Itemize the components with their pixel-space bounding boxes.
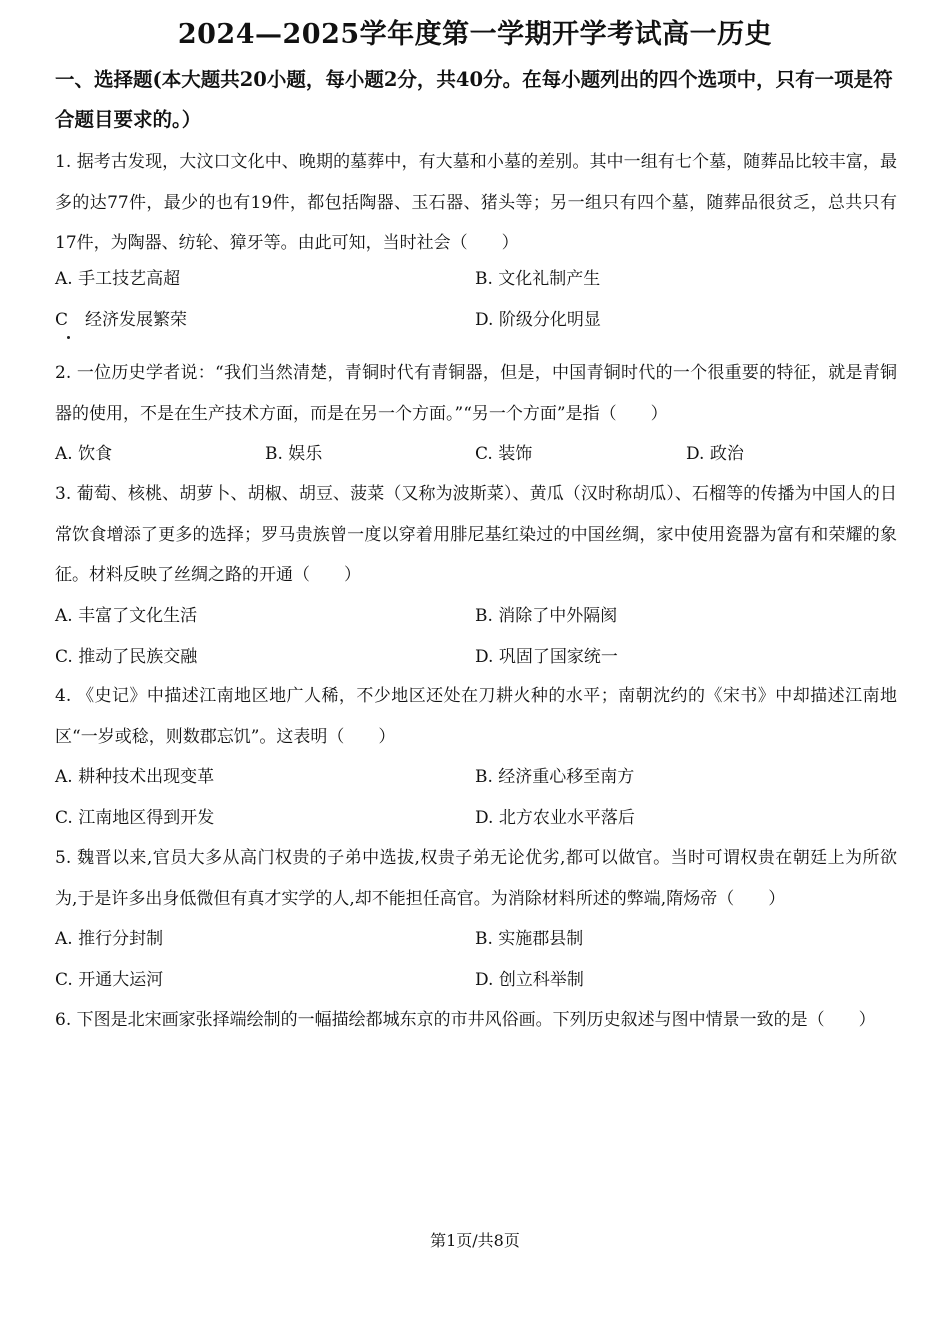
question-6-stem: 6. 下图是北宋画家张择端绘制的一幅描绘都城东京的市井风俗画。下列历史叙述与图中情景一致的是（ ）: [55, 1010, 876, 1030]
question-1-stem: 1. 据考古发现，大汶口文化中、晚期的墓葬中，有大墓和小墓的差别。其中一组有七个墓，随葬品比较丰富，最多的达77件，最少的也有19件，都包括陶器、玉石器、猪头等；另一组只有四个墓，随葬品很贫乏，总共只有17件，为陶器、纺轮、獐牙等。由此可知，当时社会（ ）: [55, 152, 897, 253]
question-5-option-a[interactable]: A. 推行分封制: [55, 929, 164, 949]
question-3-option-b[interactable]: B. 消除了中外隔阂: [475, 606, 618, 626]
question-5-stem: 5. 魏晋以来,官员大多从高门权贵的子弟中选拔,权贵子弟无论优劣,都可以做官。当时可谓权贵在朝廷上为所欲为,于是许多出身低微但有真才实学的人,却不能担任高官。为消除材料所述的弊端,隋炀帝（ ）: [55, 848, 897, 909]
question-2-option-d[interactable]: D. 政治: [686, 444, 744, 464]
question-4-option-b[interactable]: B. 经济重心移至南方: [475, 767, 635, 787]
question-5-option-b[interactable]: B. 实施郡县制: [475, 929, 584, 949]
question-5-option-d[interactable]: D. 创立科举制: [475, 970, 584, 990]
question-2-option-c[interactable]: C. 装饰: [475, 444, 533, 464]
question-4-stem: 4. 《史记》中描述江南地区地广人稀，不少地区还处在刀耕火种的水平；南朝沈约的《宋书》中却描述江南地区“一岁或稔，则数郡忘饥”。这表明（ ）: [55, 686, 897, 747]
question-1-option-c[interactable]: C 经济发展繁荣: [55, 310, 188, 330]
question-1-option-b[interactable]: B. 文化礼制产生: [475, 269, 601, 289]
question-2-option-b[interactable]: B. 娱乐: [265, 444, 323, 464]
stray-dot-mark: [67, 336, 70, 339]
question-3-stem: 3. 葡萄、核桃、胡萝卜、胡椒、胡豆、菠菜（又称为波斯菜）、黄瓜（汉时称胡瓜）、石榴等的传播为中国人的日常饮食增添了更多的选择；罗马贵族曾一度以穿着用腓尼基红染过的中国丝绸，家中使用瓷器为富有和荣耀的象征。材料反映了丝绸之路的开通（ ）: [55, 484, 897, 585]
page-footer: 第1页/共8页: [430, 1231, 520, 1250]
question-1-option-a[interactable]: A. 手工技艺高超: [55, 269, 181, 289]
question-3-option-c[interactable]: C. 推动了民族交融: [55, 647, 198, 667]
exam-title: 2024—2025学年度第一学期开学考试高一历史: [177, 19, 773, 50]
question-2-option-a[interactable]: A. 饮食: [55, 444, 113, 464]
question-3-option-d[interactable]: D. 巩固了国家统一: [475, 647, 618, 667]
question-2-stem: 2. 一位历史学者说：“我们当然清楚，青铜时代有青铜器，但是，中国青铜时代的一个很重要的特征，就是青铜器的使用，不是在生产技术方面，而是在另一个方面。”“另一个方面”是指（ ）: [55, 363, 897, 424]
question-4-option-d[interactable]: D. 北方农业水平落后: [475, 808, 635, 828]
section-heading: 一、选择题(本大题共20小题，每小题2分，共40分。在每小题列出的四个选项中，只有一项是符合题目要求的。）: [55, 68, 893, 131]
question-1-option-d[interactable]: D. 阶级分化明显: [475, 310, 601, 330]
question-4-option-c[interactable]: C. 江南地区得到开发: [55, 808, 215, 828]
question-3-option-a[interactable]: A. 丰富了文化生活: [55, 606, 198, 626]
question-5-option-c[interactable]: C. 开通大运河: [55, 970, 164, 990]
question-4-option-a[interactable]: A. 耕种技术出现变革: [55, 767, 215, 787]
